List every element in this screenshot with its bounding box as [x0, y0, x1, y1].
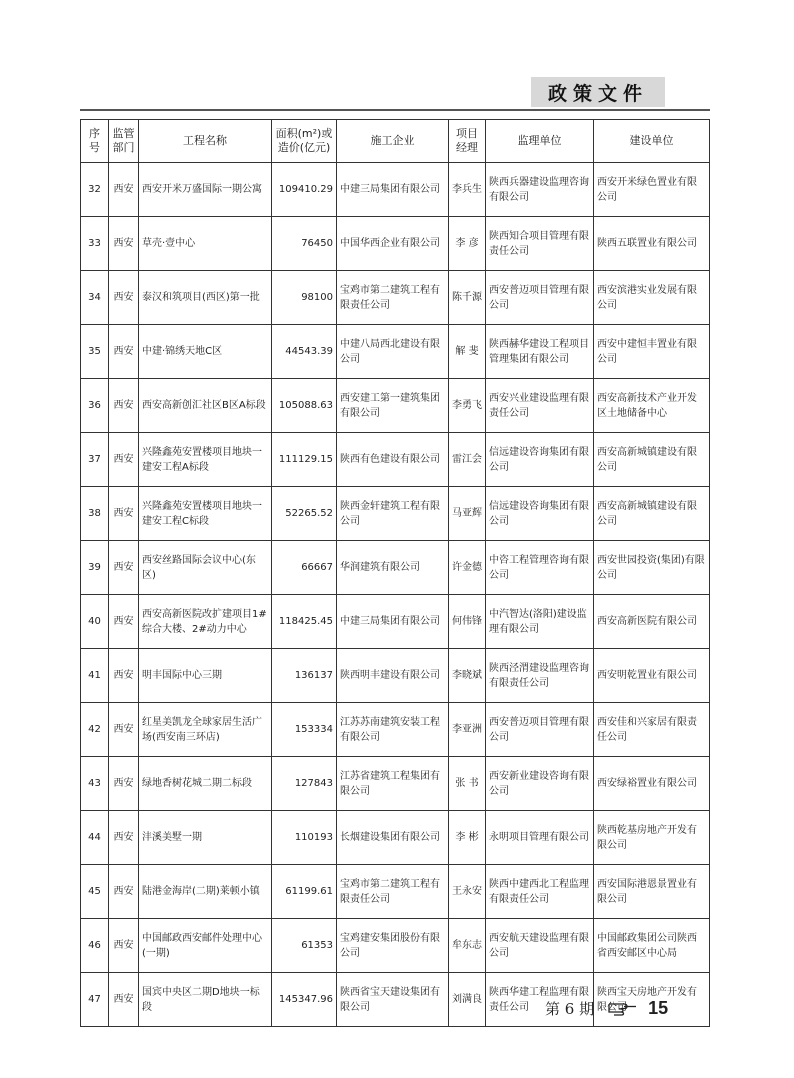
table-row [81, 271, 710, 325]
cell-area-or-cost: 109410.29 [272, 163, 337, 217]
cell-area-or-cost: 127843 [272, 757, 337, 811]
cell-project-name: 草壳·壹中心 [139, 217, 272, 271]
cell-project-name: 西安开米万盛国际一期公寓 [139, 163, 272, 217]
cell-project-name: 兴隆鑫苑安置楼项目地块一建安工程C标段 [139, 487, 272, 541]
cell-project-name: 中国邮政西安邮件处理中心(一期) [139, 919, 272, 973]
cell-project-name: 泰汉和筑项目(西区)第一批 [139, 271, 272, 325]
table-row [81, 379, 710, 433]
cell-builder: 宝鸡建安集团股份有限公司 [337, 919, 449, 973]
cell-project-name: 西安高新创汇社区B区A标段 [139, 379, 272, 433]
cell-project-name: 西安高新医院改扩建项目1#综合大楼、2#动力中心 [139, 595, 272, 649]
cell-project-name: 绿地香树花城二期二标段 [139, 757, 272, 811]
cell-builder: 江苏苏南建筑安装工程有限公司 [337, 703, 449, 757]
cell-no: 38 [81, 487, 109, 541]
cell-supervisor: 陕西泾渭建设监理咨询有限责任公司 [486, 649, 594, 703]
project-table [80, 119, 710, 1027]
cell-project-name: 兴隆鑫苑安置楼项目地块一建安工程A标段 [139, 433, 272, 487]
cell-area-or-cost: 136137 [272, 649, 337, 703]
cell-owner: 陕西五联置业有限公司 [594, 217, 710, 271]
cell-builder: 陕西金轩建筑工程有限公司 [337, 487, 449, 541]
cell-builder: 中建八局西北建设有限公司 [337, 325, 449, 379]
cell-dept: 西安 [109, 865, 139, 919]
page-number: 15 [648, 997, 669, 1018]
col-header-no: 序号 [81, 120, 109, 163]
cell-dept: 西安 [109, 217, 139, 271]
col-header-builder: 施工企业 [337, 120, 449, 163]
section-title: 政策文件 [531, 77, 665, 107]
cell-owner: 陕西乾基房地产开发有限公司 [594, 811, 710, 865]
cell-supervisor: 中咨工程管理咨询有限公司 [486, 541, 594, 595]
cell-project-manager: 李兵生 [449, 163, 486, 217]
cell-owner: 西安高新城镇建设有限公司 [594, 487, 710, 541]
table-row [81, 649, 710, 703]
cell-owner: 西安国际港恩景置业有限公司 [594, 865, 710, 919]
cell-builder: 陕西明丰建设有限公司 [337, 649, 449, 703]
cell-project-manager: 李 彬 [449, 811, 486, 865]
col-header-owner: 建设单位 [594, 120, 710, 163]
cell-no: 33 [81, 217, 109, 271]
cell-dept: 西安 [109, 487, 139, 541]
cell-dept: 西安 [109, 649, 139, 703]
cell-builder: 宝鸡市第二建筑工程有限责任公司 [337, 271, 449, 325]
table-row [81, 757, 710, 811]
table-row [81, 487, 710, 541]
cell-owner: 西安开米绿色置业有限公司 [594, 163, 710, 217]
cell-builder: 陕西省宝天建设集团有限公司 [337, 973, 449, 1027]
cell-project-name: 沣溪美墅一期 [139, 811, 272, 865]
pointing-hand-icon [608, 1000, 638, 1016]
header-rule [80, 109, 710, 111]
cell-no: 34 [81, 271, 109, 325]
cell-supervisor: 西安新业建设咨询有限公司 [486, 757, 594, 811]
cell-no: 44 [81, 811, 109, 865]
cell-builder: 长烟建设集团有限公司 [337, 811, 449, 865]
table-row [81, 811, 710, 865]
cell-owner: 西安高新城镇建设有限公司 [594, 433, 710, 487]
cell-project-name: 明丰国际中心三期 [139, 649, 272, 703]
cell-supervisor: 中汽智达(洛阳)建设监理有限公司 [486, 595, 594, 649]
col-header-name: 工程名称 [139, 120, 272, 163]
cell-owner: 西安佳和兴家居有限责任公司 [594, 703, 710, 757]
cell-area-or-cost: 145347.96 [272, 973, 337, 1027]
table-row [81, 541, 710, 595]
cell-project-manager: 李晓斌 [449, 649, 486, 703]
cell-supervisor: 信远建设咨询集团有限公司 [486, 433, 594, 487]
cell-no: 41 [81, 649, 109, 703]
cell-area-or-cost: 98100 [272, 271, 337, 325]
cell-project-name: 国宾中央区二期D地块一标段 [139, 973, 272, 1027]
cell-supervisor: 信远建设咨询集团有限公司 [486, 487, 594, 541]
cell-supervisor: 陕西赫华建设工程项目管理集团有限公司 [486, 325, 594, 379]
cell-project-manager: 李 彦 [449, 217, 486, 271]
table-row [81, 865, 710, 919]
cell-owner: 西安滨港实业发展有限公司 [594, 271, 710, 325]
cell-project-name: 陆港金海岸(二期)莱顿小镇 [139, 865, 272, 919]
cell-area-or-cost: 44543.39 [272, 325, 337, 379]
cell-builder: 中国华西企业有限公司 [337, 217, 449, 271]
cell-no: 35 [81, 325, 109, 379]
cell-owner: 中国邮政集团公司陕西省西安邮区中心局 [594, 919, 710, 973]
cell-no: 40 [81, 595, 109, 649]
cell-supervisor: 陕西知合项目管理有限责任公司 [486, 217, 594, 271]
col-header-manager: 项目经理 [449, 120, 486, 163]
cell-project-name: 红星美凯龙全球家居生活广场(西安南三环店) [139, 703, 272, 757]
cell-project-manager: 牟东志 [449, 919, 486, 973]
cell-project-name: 中建·锦绣天地C区 [139, 325, 272, 379]
cell-no: 37 [81, 433, 109, 487]
cell-no: 39 [81, 541, 109, 595]
table-row [81, 703, 710, 757]
cell-area-or-cost: 66667 [272, 541, 337, 595]
table-header-row [81, 120, 710, 163]
cell-owner: 西安明乾置业有限公司 [594, 649, 710, 703]
cell-supervisor: 陕西华建工程监理有限责任公司 [486, 973, 594, 1027]
cell-supervisor: 西安普迈项目管理有限公司 [486, 271, 594, 325]
cell-builder: 江苏省建筑工程集团有限公司 [337, 757, 449, 811]
cell-dept: 西安 [109, 271, 139, 325]
cell-supervisor: 永明项目管理有限公司 [486, 811, 594, 865]
cell-no: 36 [81, 379, 109, 433]
cell-builder: 宝鸡市第二建筑工程有限责任公司 [337, 865, 449, 919]
cell-builder: 陕西有色建设有限公司 [337, 433, 449, 487]
cell-supervisor: 西安航天建设监理有限公司 [486, 919, 594, 973]
cell-area-or-cost: 61199.61 [272, 865, 337, 919]
cell-project-manager: 马亚辉 [449, 487, 486, 541]
cell-builder: 华润建筑有限公司 [337, 541, 449, 595]
cell-supervisor: 西安普迈项目管理有限公司 [486, 703, 594, 757]
col-header-dept: 监管部门 [109, 120, 139, 163]
cell-project-manager: 王永安 [449, 865, 486, 919]
col-header-supervisor: 监理单位 [486, 120, 594, 163]
cell-project-manager: 许金德 [449, 541, 486, 595]
cell-no: 42 [81, 703, 109, 757]
cell-no: 43 [81, 757, 109, 811]
cell-dept: 西安 [109, 919, 139, 973]
cell-area-or-cost: 105088.63 [272, 379, 337, 433]
cell-dept: 西安 [109, 379, 139, 433]
cell-dept: 西安 [109, 433, 139, 487]
cell-owner: 西安世园投资(集团)有限公司 [594, 541, 710, 595]
cell-dept: 西安 [109, 811, 139, 865]
cell-project-manager: 李勇飞 [449, 379, 486, 433]
cell-no: 46 [81, 919, 109, 973]
cell-project-manager: 陈千源 [449, 271, 486, 325]
cell-dept: 西安 [109, 163, 139, 217]
table-row [81, 325, 710, 379]
col-header-value: 面积(m²)或造价(亿元) [272, 120, 337, 163]
cell-dept: 西安 [109, 703, 139, 757]
table-row [81, 163, 710, 217]
cell-project-manager: 刘满良 [449, 973, 486, 1027]
cell-area-or-cost: 118425.45 [272, 595, 337, 649]
cell-supervisor: 西安兴业建设监理有限责任公司 [486, 379, 594, 433]
cell-builder: 中建三局集团有限公司 [337, 163, 449, 217]
cell-project-manager: 李亚洲 [449, 703, 486, 757]
cell-supervisor: 陕西中建西北工程监理有限责任公司 [486, 865, 594, 919]
cell-builder: 中建三局集团有限公司 [337, 595, 449, 649]
cell-area-or-cost: 52265.52 [272, 487, 337, 541]
cell-dept: 西安 [109, 973, 139, 1027]
cell-owner: 西安高新技术产业开发区土地储备中心 [594, 379, 710, 433]
cell-project-manager: 张 书 [449, 757, 486, 811]
cell-owner: 西安中建恒丰置业有限公司 [594, 325, 710, 379]
cell-owner: 西安绿裕置业有限公司 [594, 757, 710, 811]
cell-no: 45 [81, 865, 109, 919]
page-footer [545, 996, 695, 1020]
table-row [81, 595, 710, 649]
cell-dept: 西安 [109, 595, 139, 649]
table-row [81, 919, 710, 973]
cell-project-manager: 雷江会 [449, 433, 486, 487]
cell-project-name: 西安丝路国际会议中心(东区) [139, 541, 272, 595]
cell-project-manager: 何伟锋 [449, 595, 486, 649]
cell-no: 32 [81, 163, 109, 217]
cell-project-manager: 解 斐 [449, 325, 486, 379]
cell-area-or-cost: 110193 [272, 811, 337, 865]
cell-owner: 西安高新医院有限公司 [594, 595, 710, 649]
cell-area-or-cost: 76450 [272, 217, 337, 271]
cell-dept: 西安 [109, 541, 139, 595]
cell-area-or-cost: 61353 [272, 919, 337, 973]
cell-dept: 西安 [109, 757, 139, 811]
cell-dept: 西安 [109, 325, 139, 379]
table-row [81, 217, 710, 271]
cell-no: 47 [81, 973, 109, 1027]
cell-area-or-cost: 153334 [272, 703, 337, 757]
issue-label: 第 6 期 [545, 999, 595, 1018]
table-row [81, 433, 710, 487]
cell-builder: 西安建工第一建筑集团有限公司 [337, 379, 449, 433]
cell-supervisor: 陕西兵器建设监理咨询有限公司 [486, 163, 594, 217]
cell-owner: 陕西宝天房地产开发有限公司 [594, 973, 710, 1027]
cell-area-or-cost: 111129.15 [272, 433, 337, 487]
